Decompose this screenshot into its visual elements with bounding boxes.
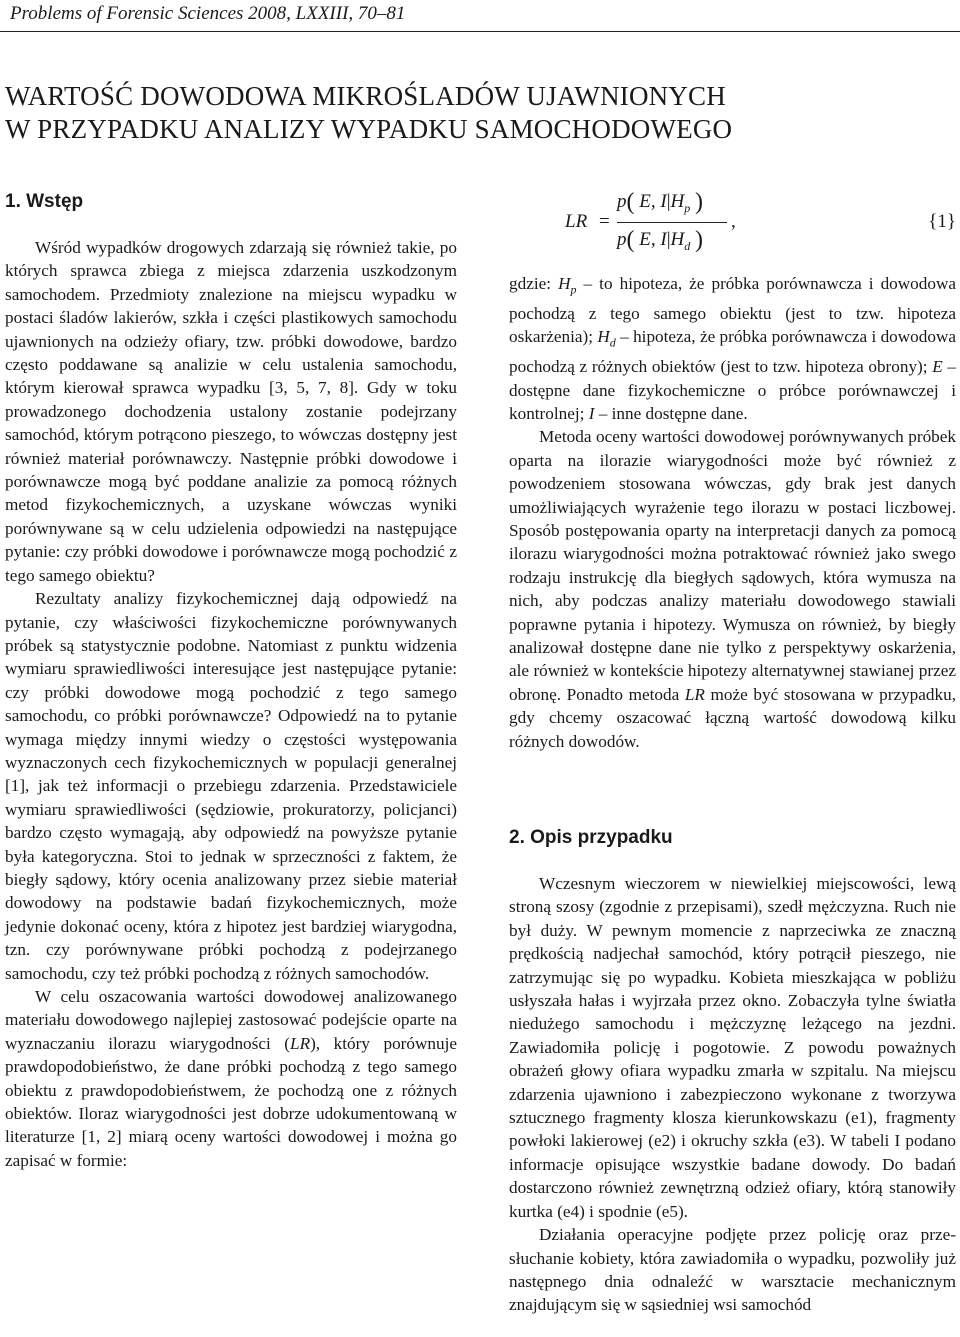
hd-subscript: d [609, 335, 616, 350]
intro-paragraph-3-text-a: W celu oszacowania wartości dowodowej analizowanego materiału dowodowego najlepiej zastosować podejście oparte na wyznaczaniu ilorazu wiarygodności ( [5, 987, 457, 1053]
hp-subscript: p [570, 282, 577, 297]
e-symbol: E [932, 357, 943, 377]
lr-term: LR [290, 1033, 311, 1053]
numerator-subscript: p [684, 200, 691, 215]
hypothesis-symbol: H [670, 229, 685, 250]
equation-lhs: LR [565, 211, 588, 232]
method-text-1: Metoda oceny wartości dowodowej porównywanych próbek oparta na ilorazie wiarygodności może być również z powodzeniem stosowana wówczas, gdy brak jest danych umożliwiających wyrażenie tego ilorazu w postaci liczbowej. Sposób postępowania oparty na interpretacji danych za pomocą ilorazu wiarygodności można potraktować również jako swego rodzaju instrukcję dla biegłych sądowych, która wymusza na nich, aby podczas analizy materiału dowodowego stawiali poprawne pytania i hipotezy. Wymusza on również, by biegły analizował dostępne dane nie tylko z perspektywy oskarżenia, ale również w kontekście hipotezy alternatywnej stawianej przez obronę. Ponadto metoda [509, 427, 956, 704]
intro-paragraph-3 [5, 985, 457, 1172]
title-line-1: WARTOŚĆ DOWODOWA MIKROŚLADÓW UJAWNIONYCH [5, 81, 726, 111]
equation-comma: , [731, 211, 736, 232]
left-column [5, 236, 457, 1172]
right-column-lower [509, 872, 956, 1317]
fraction-bar [617, 222, 727, 223]
equation-explanation-paragraph [509, 272, 956, 425]
equation-number: {1} [928, 211, 956, 232]
expl-text-5: – inne dostępne dane. [594, 403, 748, 423]
intro-paragraph-1: Wśród wypadków drogowych zdarzają się również takie, po których sprawca zbiega z miejsca zdarzenia uszkodzonym samochodem. Przedmioty znalezione na miejscu wypadku w postaci śladów lakierów, szkła i części plastikowych samochodu ujawnionych na odzieży ofiary, tzw. próbki dowodowe, bardzo często poddawane są analizie w celu ustalenia samochodu, którym kierował sprawca wypadku [3, 5, 7, 8]. Gdy w toku prowadzonego dochodzenia ustalony zostanie podejrzany samochód, którym potrącono pieszego, to wówczas dostępny jest również materiał porównawczy. Następnie próbki dowodowe i porównawcze mogą być poddane analizie za pomocą różnych metod fizykochemicznych, a uzyskane wówczas wyniki porównywane są w celu udzielenia odpowiedzi na następujące pytanie: czy próbki dowodowe i porównawcze mogą pochodzić z tego samego obiektu? [5, 238, 457, 585]
i-symbol: I [588, 403, 595, 423]
header-divider [0, 31, 960, 32]
expl-text-2: – to hipoteza, że próbka porównawcza i dowodowa pochodzą z tego samego obiektu (jest to tzw. hipoteza oskarżenia); [509, 274, 956, 347]
prob-symbol: p [617, 191, 627, 212]
method-paragraph [509, 425, 956, 753]
article-title [5, 80, 732, 146]
lr-term: LR [684, 684, 705, 704]
equation-numerator: p( E, $I|H_p$ ) [617, 189, 703, 215]
running-header: Problems of Forensic Sciences 2008, LXXIII, 70–81 [10, 3, 406, 24]
hd-symbol: H [597, 327, 610, 347]
expl-text-1: gdzie: [509, 274, 559, 293]
section-heading-case-description: 2. Opis przypadku [509, 827, 673, 848]
hypothesis-symbol: H [670, 191, 685, 212]
equation-args: E, I [639, 191, 667, 212]
hp-symbol: H [558, 274, 571, 293]
intro-paragraph-2: Rezultaty analizy fizykochemicznej dają odpowiedź na pytanie, czy właściwości fizykochemiczne porównywanych próbek są statystycznie podobne. Natomiast z punktu widzenia wymiaru sprawiedliwości interesujące jest następujące pytanie: czy próbki dowodowe mogą pochodzić z tego samego samochodu, co próbki porównawcze? Odpowiedź na to pytanie wymaga między innymi wiedzy o częstości występowania wyznaczonych cech fizykochemicznych w populacji generalnej [1], jak też informacji o przebiegu zdarzenia. Przedstawiciele wymiaru sprawiedliwości (sędziowie, prokuratorzy, policjanci) bardzo często wymagają, aby odpowiedź na powyższe pytanie była kategoryczna. Stoi to jednak w sprzeczności z faktem, że biegły sądowy, który ocenia analizowany przez siebie materiał dowodowy na podstawie badań fizykochemicznych, może jedynie dokonać oceny, która z hipotez jest bardziej wiarygodna, tzn. czy porównywane próbki pochodzą z podejrzanego samochodu, czy też próbki pochodzą z różnych samochodów. [5, 589, 457, 983]
right-column-upper [509, 272, 956, 753]
case-paragraph-2: Działania operacyjne podjęte przez policję oraz przesłuchanie kobiety, która zawiadomiła o wypadku, pozwoliły już następnego dnia odnaleźć w warsztacie mechanicznym znajdującym się w sąsiedniej wsi samochód [509, 1225, 956, 1315]
likelihood-ratio-equation [565, 183, 956, 263]
expl-text-4: – dostępne dane fizykochemiczne o próbce porównawczej i kontrolnej; [509, 357, 957, 423]
equation-equals-sign: = [599, 211, 610, 232]
equation-args: E, I [639, 229, 667, 250]
denominator-subscript: d [684, 238, 691, 253]
case-paragraph-1: Wczesnym wieczorem w niewielkiej miejscowości, lewą stroną szosy (zgodnie z przepisami), szedł mężczyzna. Ruch nie był duży. W pewnym momencie z naprzeciwka ze znaczną prędkością nadjechał samochód, który potrącił pieszego, nie zatrzymując się po wypadku. Kobieta mieszkająca w pobliżu usłyszała hałas i wyjrzała przez okno. Zobaczyła tylne światła niedużego samochodu i mężczyznę leżącego na jezdni. Zawiadomiła policję i pogotowie. Z powodu poważnych obrażeń głowy ofiara wypadku zmarła w szpitalu. Na miejscu zdarzenia ujawniono i zabezpieczono wykonane z tworzywa sztucznego fragmenty klosza kierunkowskazu (e1), fragmenty powłoki lakierowej (e2) i okruchy szkła (e3). W tabeli I podano informacje opisujące wszystkie badane dowody. Do badań dostarczono również zewnętrzną odzież ofiary, którą stanowiły kurtka (e4) i spodnie (e5). [509, 874, 956, 1221]
method-text-2: może być stosowana w przypadku, gdy chcemy oszacować łączną wartość dowodową kilku różnych dowodów. [509, 684, 956, 751]
expl-text-3: – hipoteza, że próbka porównawcza i dowodowa pochodzą z różnych obiektów (jest to tzw. hipoteza obrony); [509, 327, 956, 377]
equation-denominator: p( E, $I|H_d$ ) [617, 227, 703, 253]
intro-paragraph-3-text-b: ), który porównuje prawdopodobieństwo, że dane próbki pochodzą z tego samego obiektu z prawdopodobieństwem, że pochodzą one z różnych obiektów. Iloraz wiarygodności jest dobrze udokumentowaną w literaturze [1, 2] miarą oceny wartości dowodowej i można go zapisać w formie: [5, 1033, 457, 1170]
prob-symbol: p [617, 229, 627, 250]
title-line-2: W PRZYPADKU ANALIZY WYPADKU SAMOCHODOWEGO [5, 114, 733, 144]
section-heading-introduction: 1. Wstęp [5, 191, 84, 212]
